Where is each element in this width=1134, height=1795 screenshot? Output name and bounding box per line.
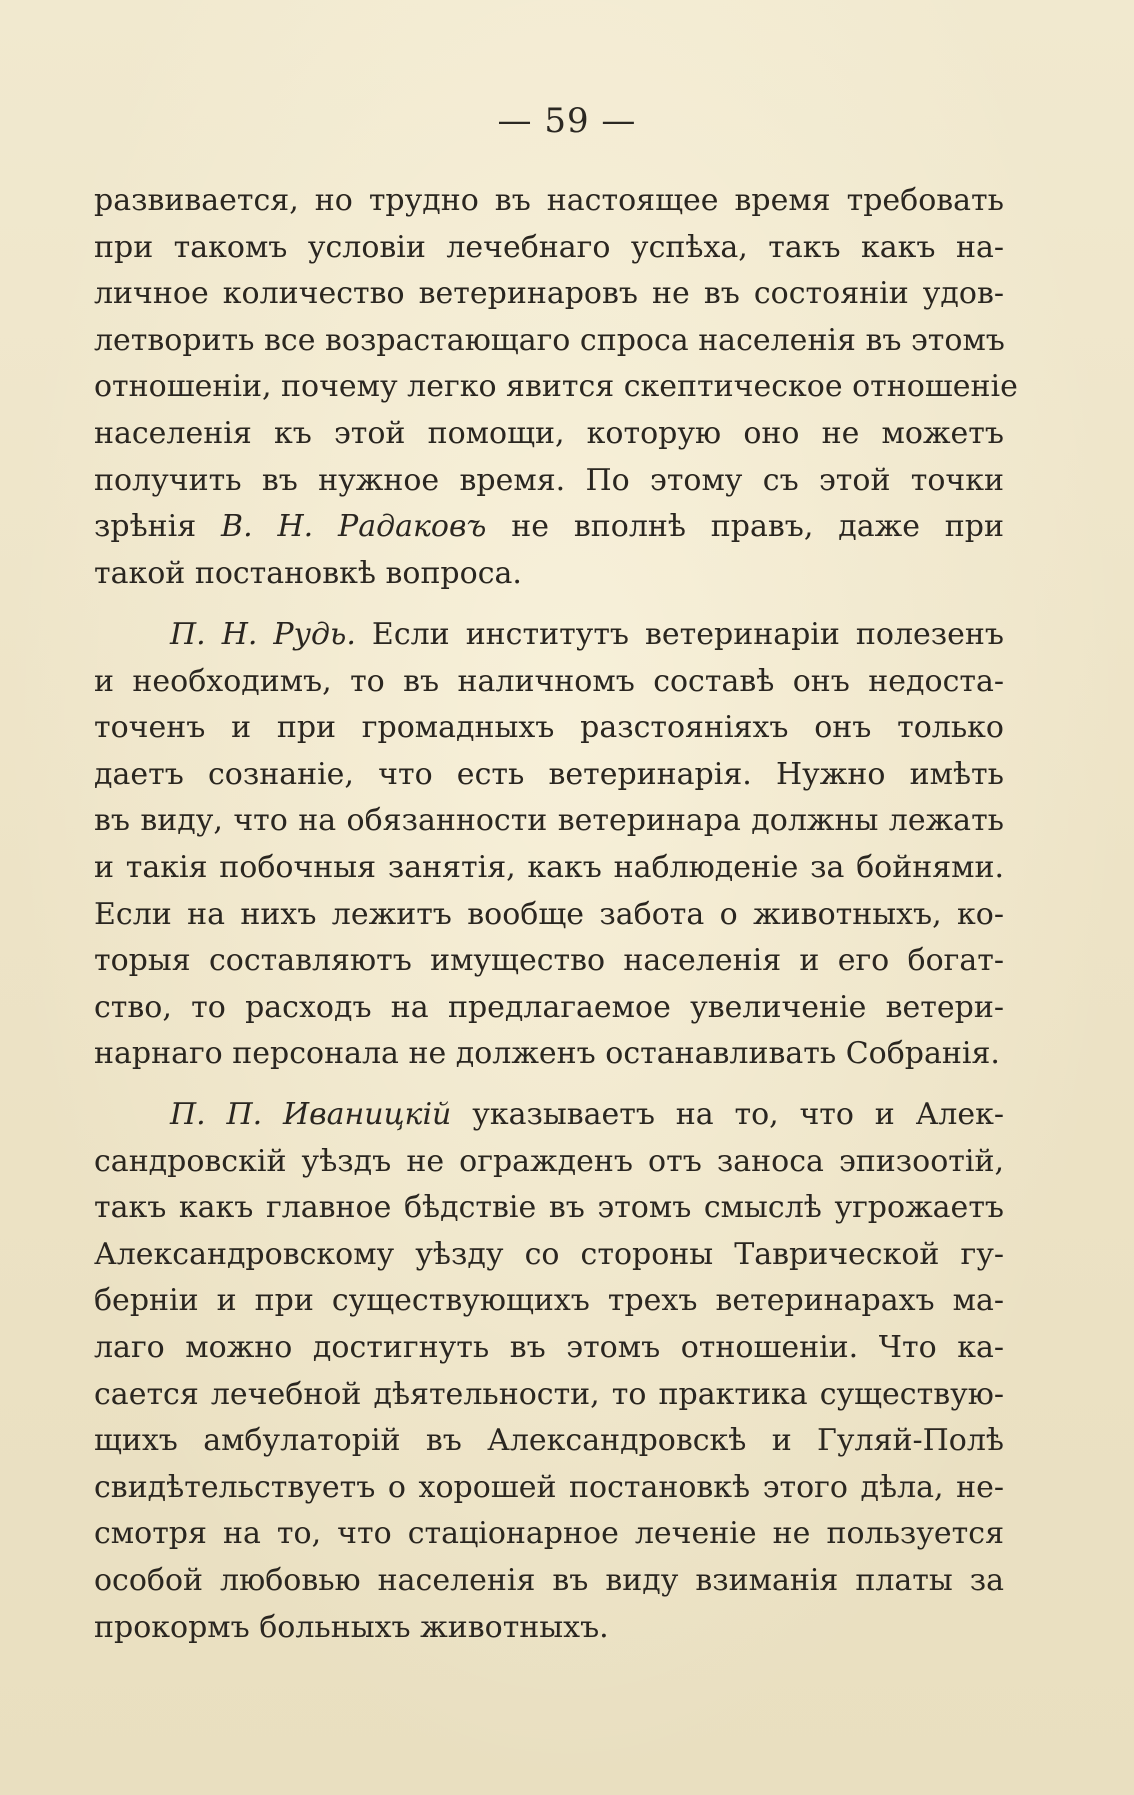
person-name: В. Н. Радаковъ (221, 509, 487, 545)
text-line: лаго можно достигнуть въ этомъ отношеніи. Что ка- (94, 1329, 1004, 1365)
paragraph-first-line (94, 612, 1004, 659)
text-line: свидѣтельствуетъ о хорошей постановкѣ этого дѣла, не- (94, 1469, 1004, 1505)
text-line-last: нарнаго персонала не долженъ останавливать Собранія. (94, 1036, 1000, 1072)
text-line: Александровскому уѣзду со стороны Таврической гу- (94, 1236, 1004, 1272)
text-line: Если на нихъ лежитъ вообще забота о животныхъ, ко- (94, 896, 1004, 932)
text-line: и необходимъ, то въ наличномъ составѣ онъ недоста- (94, 663, 1004, 699)
text-line: ство, то расходъ на предлагаемое увеличеніе ветери- (94, 989, 1004, 1025)
text-line: сается лечебной дѣятельности, то практика существую- (94, 1376, 1004, 1412)
text-line: точенъ и при громадныхъ разстояніяхъ онъ только (94, 710, 1004, 746)
text-line: развивается, но трудно въ настоящее время требовать (94, 183, 1004, 218)
text-line: сандровскій уѣздъ не огражденъ отъ заноса эпизоотій, (94, 1143, 1004, 1179)
speaker-name: П. Н. Рудь. (170, 617, 356, 652)
text-line: и такія побочныя занятія, какъ наблюденіе за бойнями. (94, 849, 1004, 885)
text-line: особой любовью населенія въ виду взиманія платы за (94, 1562, 1004, 1598)
text-line: личное количество ветеринаровъ не въ состояніи удов- (94, 276, 1004, 312)
text-line-with-name (94, 504, 1004, 551)
text-line: при такомъ условіи лечебнаго успѣха, такъ какъ на- (94, 229, 1004, 265)
text-line: получить въ нужное время. По этому съ этой точки (94, 462, 1004, 498)
first-line-text: указываетъ на то, что и Алек- (472, 1097, 1005, 1132)
text-line: щихъ амбулаторій въ Александровскѣ и Гуляй-Полѣ (94, 1423, 1004, 1459)
text-line: населенія къ этой помощи, которую оно не можетъ (94, 415, 1004, 451)
text-line-last: прокормъ больныхъ животныхъ. (94, 1609, 609, 1645)
text-line: такъ какъ главное бѣдствіе въ этомъ смыслѣ угрожаетъ (94, 1190, 1004, 1226)
text-line: берніи и при существующихъ трехъ ветеринарахъ ма- (94, 1283, 1004, 1319)
speaker-name: П. П. Иваницкій (170, 1097, 452, 1132)
text-line: смотря на то, что стаціонарное леченіе не пользуется (94, 1516, 1004, 1552)
text-line: даетъ сознаніе, что есть ветеринарія. Нужно имѣть (94, 756, 1004, 792)
line-end: не вполнѣ правъ, даже при (511, 509, 1004, 545)
first-line-text: Если институтъ ветеринаріи полезенъ (371, 617, 1004, 652)
page-number: — 59 — (497, 101, 637, 141)
line-start: зрѣнія (94, 509, 197, 545)
text-line: отношеніи, почему легко явится скептическое отношеніе (94, 369, 1018, 405)
text-line: летворить все возрастающаго спроса населенія въ этомъ (94, 322, 1005, 358)
text-line: въ виду, что на обязанности ветеринара должны лежать (94, 803, 1004, 839)
paragraph-3 (94, 1092, 1004, 1651)
paragraph-2 (94, 612, 1004, 1078)
paragraph-first-line (94, 1092, 1004, 1139)
text-line: торыя составляютъ имущество населенія и его богат- (94, 943, 1004, 979)
paragraph-1 (94, 178, 1018, 597)
text-line-last: такой постановкѣ вопроса. (94, 555, 522, 591)
